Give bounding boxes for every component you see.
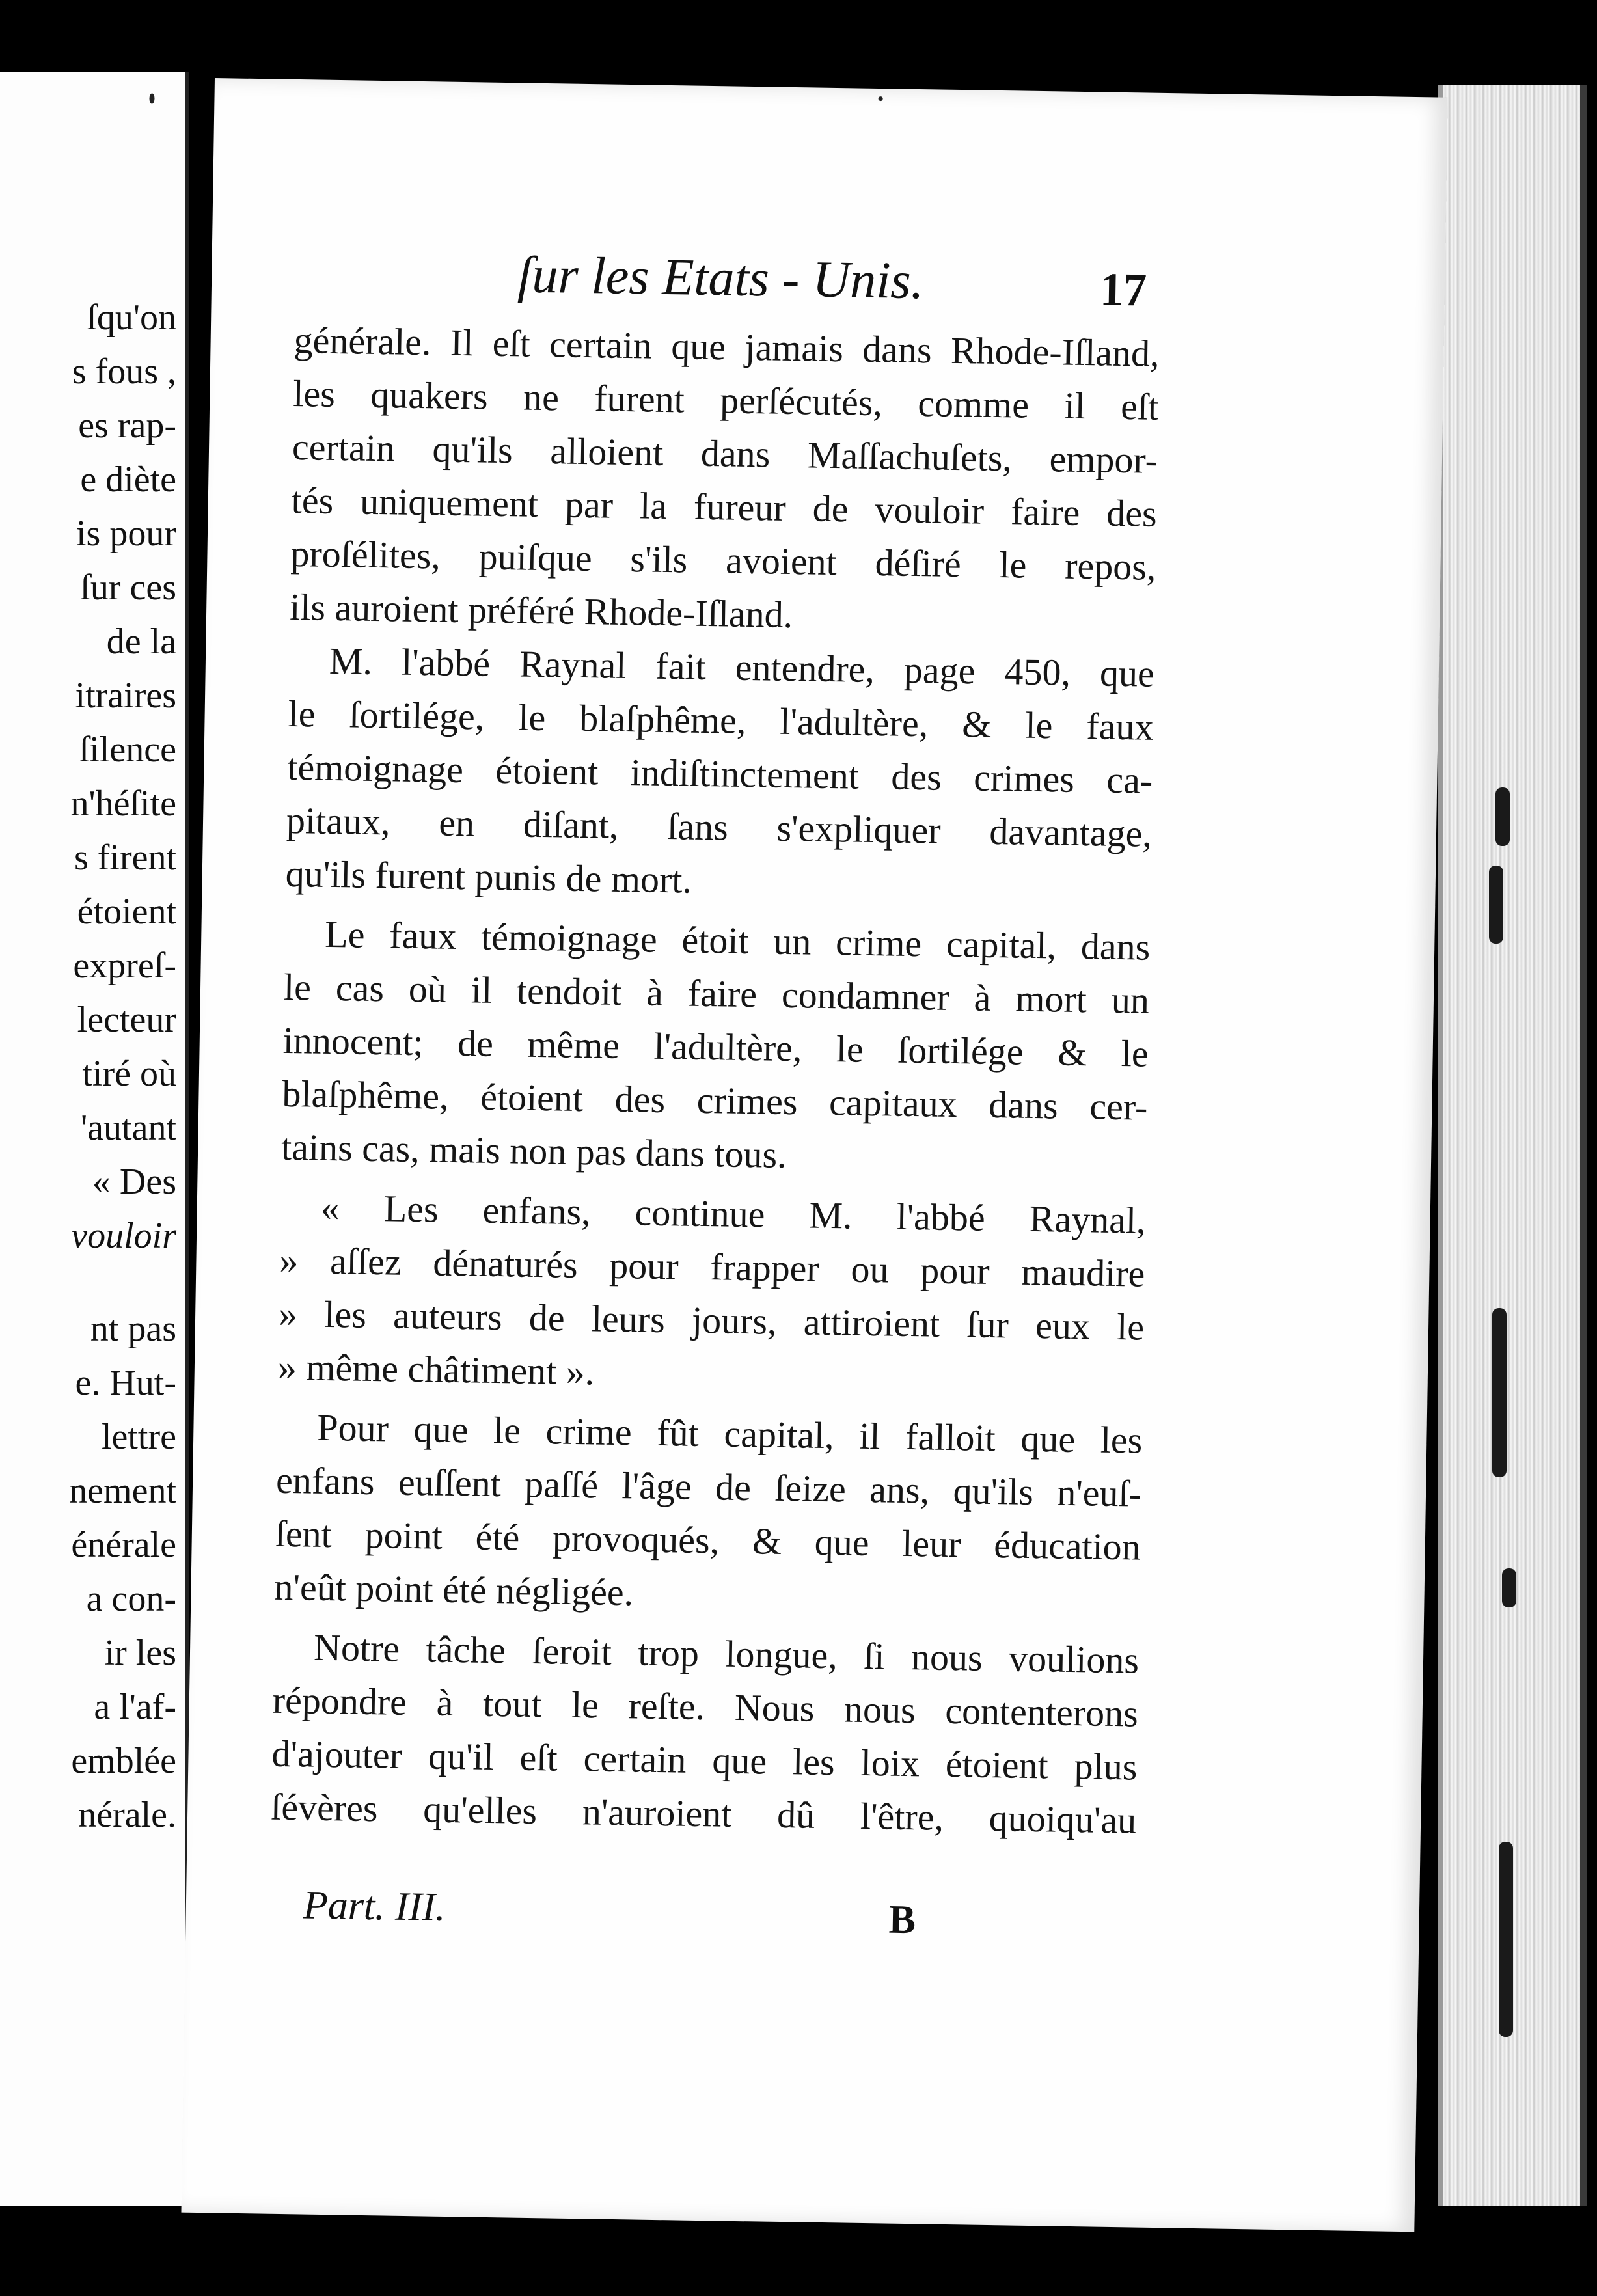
text-line: certain qu'ils alloient dans Maſſachuſets, empor- xyxy=(292,425,1158,482)
text-line: le cas où il tendoit à faire condamner à mort un xyxy=(283,965,1150,1022)
text-line: Le faux témoignage étoit un crime capital, dans xyxy=(324,912,1151,968)
left-page-line: ſilence xyxy=(79,730,176,770)
page-number: 17 xyxy=(1099,263,1147,316)
left-page-line: lecteur xyxy=(77,1000,176,1040)
text-line: témoignage étoient indiſtinctement des crimes ca- xyxy=(286,745,1153,802)
left-page-line: nt pas xyxy=(90,1309,176,1349)
text-line: innocent; de même l'adultère, le ſortilége & le xyxy=(282,1018,1149,1075)
left-page-line: is pour xyxy=(76,513,176,554)
left-page-line: itraires xyxy=(75,676,176,716)
left-page-line: lettre xyxy=(101,1417,176,1457)
text-line: pitaux, en diſant, ſans s'expliquer davantage, xyxy=(286,799,1153,855)
body-text xyxy=(271,314,1160,1848)
left-page-line: nérale. xyxy=(78,1795,176,1835)
text-line: « Les enfans, continue M. l'abbé Raynal, xyxy=(320,1186,1147,1242)
text-line: répondre à tout le reſte. Nous nous contenterons xyxy=(272,1678,1139,1735)
left-page-line: tiré où xyxy=(82,1054,176,1094)
running-title: ſur les Etats - Unis. xyxy=(517,246,925,310)
main-page xyxy=(181,78,1447,2232)
text-line: tés uniquement par la fureur de vouloir faire des xyxy=(291,478,1158,535)
left-page-line: ſqu'on xyxy=(87,297,176,338)
left-page-line: a l'af- xyxy=(94,1687,176,1727)
left-page-line: e diète xyxy=(80,459,176,500)
left-page-line: énérale xyxy=(71,1525,176,1565)
signature-mark: Part. III. xyxy=(303,1883,446,1930)
text-line: proſélites, puiſque s'ils avoient déſiré le repos, xyxy=(290,532,1156,588)
text-line: les quakers ne furent perſécutés, comme il eſt xyxy=(292,372,1159,428)
text-line: » aſſez dénaturés pour frapper ou pour maudire xyxy=(279,1238,1145,1295)
text-line: ſent point été provoqués, & que leur éducation xyxy=(275,1512,1141,1568)
left-page-line: étoient xyxy=(77,892,176,932)
left-page-line: 'autant xyxy=(81,1108,176,1148)
left-page-line: s fous , xyxy=(72,351,176,392)
text-line: blaſphême, étoient des crimes capitaux dans cer- xyxy=(281,1072,1148,1128)
text-line: ſévères qu'elles n'auroient dû l'être, quoiqu'au xyxy=(270,1785,1137,1842)
page-edges xyxy=(1438,85,1587,2206)
text-line: enfans euſſent paſſé l'âge de ſeize ans, qu'ils n'euſ- xyxy=(275,1458,1142,1515)
left-page-line: vouloir xyxy=(71,1216,176,1256)
left-page-line: de la xyxy=(106,622,176,662)
left-page-line: es rap- xyxy=(78,405,176,446)
text-line: tains cas, mais non pas dans tous. xyxy=(280,1125,787,1177)
text-line: qu'ils furent punis de mort. xyxy=(285,852,692,901)
text-line: n'eût point été négligée. xyxy=(274,1565,634,1614)
left-page-line: e. Hut- xyxy=(75,1363,176,1403)
left-page-line: nement xyxy=(69,1471,176,1511)
left-page-line: a con- xyxy=(86,1579,176,1619)
left-page-line: « Des xyxy=(92,1162,176,1202)
text-line: » les auteurs de leurs jours, attiroient ſur eux le xyxy=(278,1292,1145,1348)
text-line: ils auroient préféré Rhode-Iſland. xyxy=(289,585,793,636)
text-line: Notre tâche ſeroit trop longue, ſi nous voulions xyxy=(313,1626,1140,1682)
left-page-line: s firent xyxy=(74,838,176,878)
text-line: générale. Il eſt certain que jamais dans Rhode-Iſland, xyxy=(293,318,1160,375)
text-line: M. l'abbé Raynal fait entendre, page 450, que xyxy=(329,639,1155,695)
left-page-line: ir les xyxy=(104,1633,176,1673)
text-line: d'ajouter qu'il eſt certain que les loix étoient plus xyxy=(271,1732,1138,1788)
text-line: Pour que le crime fût capital, il falloit que les xyxy=(316,1406,1143,1462)
left-page-line: emblée xyxy=(71,1741,176,1781)
left-page-line: n'héſite xyxy=(70,784,176,824)
gathering-mark: B xyxy=(888,1897,916,1943)
text-line: le ſortilége, le blaſphême, l'adultère, & le faux xyxy=(288,692,1154,748)
left-facing-page xyxy=(0,72,189,2206)
left-page-line: ſur ces xyxy=(80,567,176,608)
left-page-line: expreſ- xyxy=(73,946,176,986)
text-line: » même châtiment ». xyxy=(277,1345,595,1393)
